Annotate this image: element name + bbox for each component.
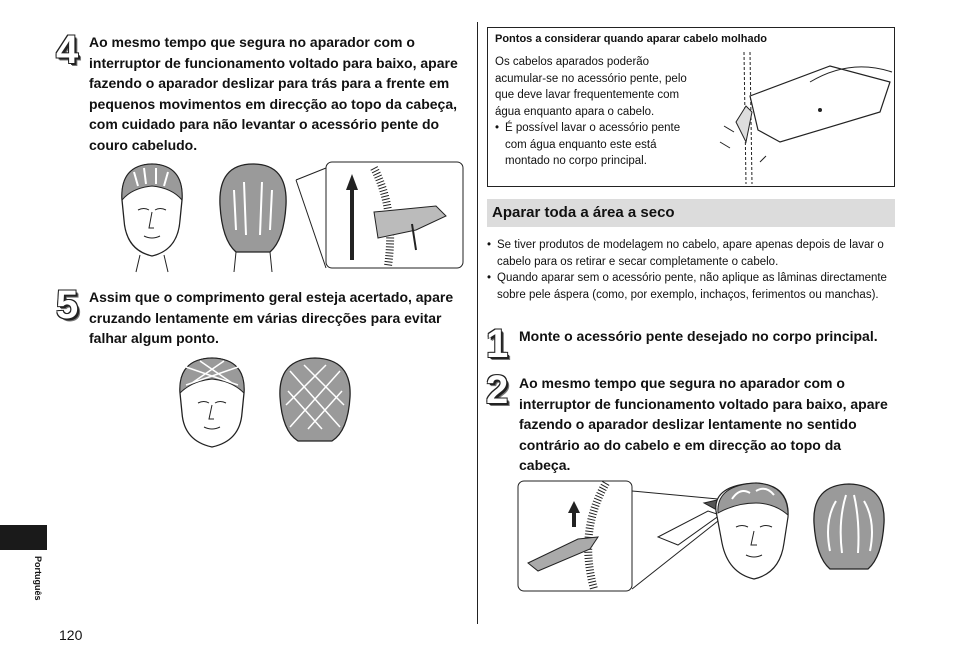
wet-hair-tip-box (487, 27, 895, 187)
note-text: Quando aparar sem o acessório pente, não aplique as lâminas directamente sobre pele áspera (como, por exemplo, inchaços, ferimentos ou manchas). (497, 272, 887, 301)
step-1-number: 1 (486, 322, 509, 366)
section-header (487, 199, 895, 227)
note-item (487, 237, 887, 270)
step-5-number: 5 (56, 283, 79, 327)
column-divider (477, 22, 478, 624)
note-text: Se tiver produtos de modelagem no cabelo, apare apenas depois de lavar o cabelo para os retirar e secar completamente o cabelo. (497, 239, 884, 268)
tip-bullet (495, 120, 695, 170)
step-5-text: Assim que o comprimento geral esteja acertado, apare cruzando lentamente em várias direcções para evitar falhar algum ponto. (89, 289, 454, 346)
section-title: Aparar toda a área a seco (492, 204, 675, 221)
head-back-illustration (212, 160, 294, 272)
rinse-trimmer-illustration (710, 52, 894, 184)
head-front-cross-illustration (172, 355, 252, 455)
tip-body (495, 54, 695, 170)
step-4-text: Ao mesmo tempo que segura no aparador com o interruptor de funcionamento voltado para baixo, apare fazendo o aparador deslizar para trás para a frente em pequenos movimentos em direcção ao topo da cabeça, com cuidado para não levantar o acessório pente do couro cabeludo. (89, 34, 458, 153)
head-back-cross-illustration (274, 355, 356, 455)
step-2-number: 2 (486, 368, 509, 412)
trimmer-against-hair-illustration (518, 481, 888, 593)
step-2-text: Ao mesmo tempo que segura no aparador com o interruptor de funcionamento voltado para baixo, apare fazendo o aparador deslizar lentamente no sentido contrário ao do cabelo e em direcção ao topo da cabeça. (519, 375, 888, 473)
bullet-char: • (487, 239, 492, 251)
bullet-char: • (495, 122, 500, 134)
tip-title: Pontos a considerar quando aparar cabelo molhado (495, 33, 768, 45)
notes-list (487, 237, 887, 303)
note-item (487, 270, 887, 303)
language-tab (0, 525, 47, 550)
step-4-number: 4 (56, 28, 79, 72)
step-1-text: Monte o acessório pente desejado no corpo principal. (519, 328, 878, 344)
language-label: Português (33, 556, 43, 601)
comb-detail-illustration (296, 160, 464, 270)
tip-paragraph: Os cabelos aparados poderão acumular-se no acessório pente, pelo que deve lavar frequentemente com água enquanto apara o cabelo. (495, 56, 687, 118)
tip-bullet-text: É possível lavar o acessório pente com água enquanto este está montado no corpo principal. (505, 122, 681, 167)
head-front-illustration (112, 160, 192, 272)
page-number: 120 (59, 627, 83, 643)
bullet-char: • (487, 272, 492, 284)
